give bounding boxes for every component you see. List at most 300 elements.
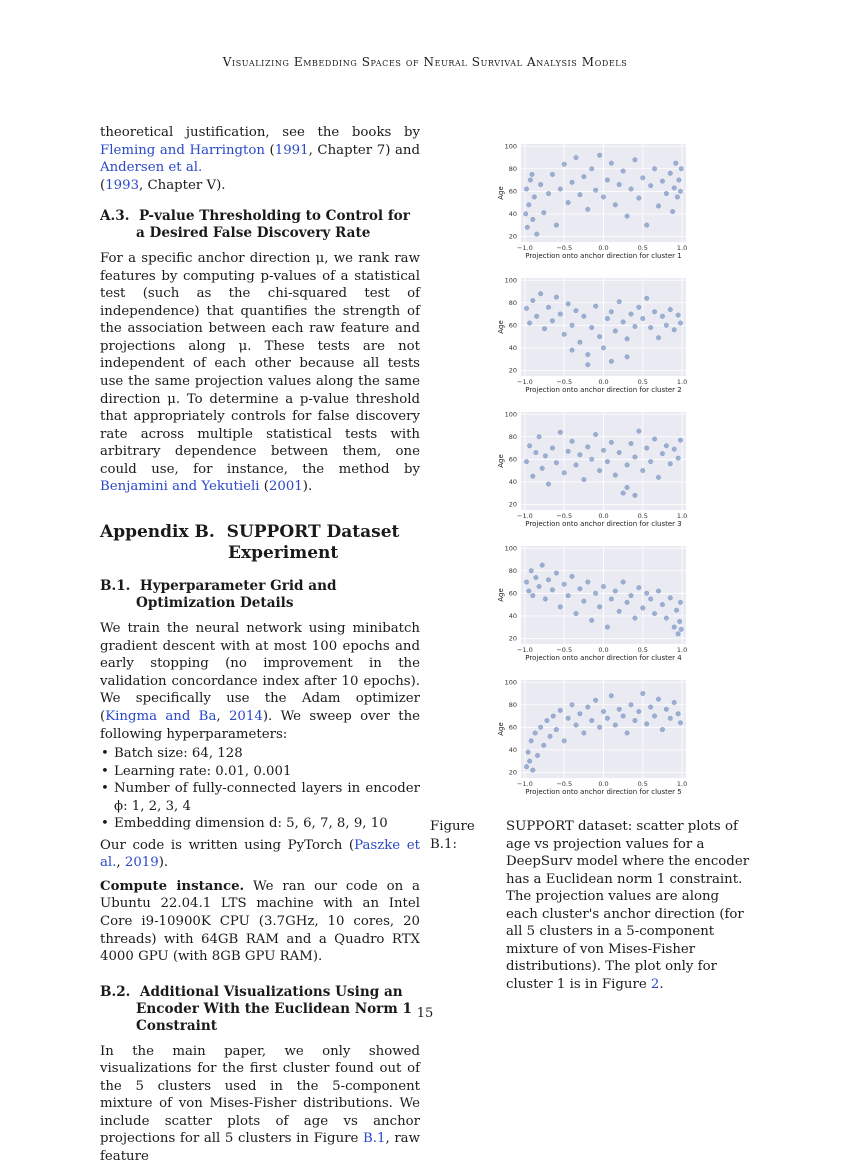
y-axis-label: Age [497, 722, 505, 736]
data-point [524, 306, 529, 311]
data-point [534, 232, 539, 237]
data-point [566, 716, 571, 721]
data-point [640, 468, 645, 473]
data-point [525, 225, 530, 230]
data-point [660, 602, 665, 607]
data-point [529, 568, 534, 573]
data-point [640, 175, 645, 180]
intro-text-post: , Chapter V). [139, 177, 226, 193]
data-point [546, 191, 551, 196]
data-point [621, 714, 626, 719]
data-point [668, 171, 673, 176]
data-point [637, 429, 642, 434]
data-point [601, 195, 606, 200]
x-tick-label: 0.0 [598, 378, 609, 386]
data-point [609, 440, 614, 445]
figure-ref-2[interactable]: 2 [650, 976, 660, 992]
data-point [652, 166, 657, 171]
data-point [546, 482, 551, 487]
data-point [629, 441, 634, 446]
data-point [605, 178, 610, 183]
data-point [637, 305, 642, 310]
y-tick-label: 60 [508, 187, 517, 196]
data-point [530, 474, 535, 479]
scatter-panel-cluster-1 [495, 140, 700, 265]
data-point [676, 456, 681, 461]
y-tick-label: 80 [508, 432, 517, 441]
data-point [629, 593, 634, 598]
x-tick-label: −1.0 [517, 512, 533, 520]
x-tick-label: −0.5 [556, 646, 573, 654]
y-tick-label: 40 [508, 478, 517, 487]
data-point [533, 731, 538, 736]
data-point [524, 580, 529, 585]
data-point [589, 457, 594, 462]
x-tick-label: 0.5 [637, 244, 648, 252]
data-point [621, 491, 626, 496]
data-point [672, 700, 677, 705]
data-point [558, 605, 563, 610]
data-point [554, 223, 559, 228]
list-item: • Learning rate: 0.01, 0.001 [114, 763, 420, 781]
x-axis-label: Projection onto anchor direction for cluster 2 [525, 386, 682, 394]
x-axis-label: Projection onto anchor direction for cluster 5 [525, 788, 682, 796]
b1-paragraph: We train the neural network using minibatch gradient descent with at most 100 epochs and early stopping (no improvement in the validation concordance index after 10 epochs). We specifically use the Adam optimizer (Kingma and Ba, 2014). We sweep over the following hyperparameters: [100, 621, 420, 742]
x-axis-label: Projection onto anchor direction for cluster 4 [525, 654, 682, 662]
data-point [609, 597, 614, 602]
data-point [530, 298, 535, 303]
intro-paragraph [100, 124, 420, 194]
data-point [546, 577, 551, 582]
data-point [605, 625, 610, 630]
data-point [570, 348, 575, 353]
b2-text: In the main paper, we only showed visualizations for the first cluster found out of the 5 clusters used in the 5-component mixture of von Mises-Fisher distributions. We include scatter plots of age vs anchor projections for all 5 clusters in Figure [100, 1043, 420, 1147]
data-point [625, 355, 630, 360]
citation-benjamini-year[interactable]: 2001 [268, 479, 303, 495]
data-point [637, 585, 642, 590]
data-point [629, 312, 634, 317]
data-point [570, 323, 575, 328]
citation-andersen[interactable]: Andersen et al. [100, 160, 203, 176]
data-point [660, 314, 665, 319]
data-point [678, 189, 683, 194]
data-point [656, 589, 661, 594]
x-axis-label: Projection onto anchor direction for cluster 3 [525, 520, 682, 528]
data-point [644, 591, 649, 596]
code-text-post: ). [158, 855, 169, 871]
scatter-plot-2 [495, 274, 700, 406]
data-point [625, 731, 630, 736]
data-point [558, 708, 563, 713]
data-point [668, 716, 673, 721]
x-tick-label: 1.0 [676, 244, 688, 252]
y-axis-label: Age [497, 588, 505, 602]
data-point [672, 447, 677, 452]
x-tick-label: 0.0 [598, 780, 609, 788]
data-point [554, 460, 559, 465]
citation-kingma-ba[interactable]: Kingma and Ba [105, 709, 217, 725]
data-point [609, 309, 614, 314]
data-point [554, 571, 559, 576]
data-point [540, 466, 545, 471]
citation-fleming-year[interactable]: 1991 [274, 142, 309, 158]
data-point [668, 462, 673, 467]
data-point [640, 606, 645, 611]
data-point [578, 587, 583, 592]
citation-andersen-year[interactable]: 1993 [105, 177, 140, 193]
data-point [668, 307, 673, 312]
data-point [589, 325, 594, 330]
page-number: 15 [416, 1006, 434, 1021]
data-point [554, 295, 559, 300]
data-point [625, 214, 630, 219]
y-tick-label: 40 [508, 746, 517, 755]
data-point [550, 446, 555, 451]
data-point [678, 600, 683, 605]
data-point [621, 580, 626, 585]
data-point [530, 172, 535, 177]
data-point [601, 709, 606, 714]
x-tick-label: −1.0 [517, 780, 533, 788]
code-text: Our code is written using PyTorch ( [100, 837, 355, 853]
caption-text-post: . [659, 976, 664, 992]
data-point [524, 764, 529, 769]
y-tick-label: 100 [504, 142, 517, 151]
data-point [523, 212, 528, 217]
data-point [527, 589, 532, 594]
section-heading-a3 [100, 208, 420, 242]
data-point [534, 314, 539, 319]
data-point [526, 750, 531, 755]
data-point [644, 722, 649, 727]
b1-text-post: ). We sweep over the following hyperparameters: [100, 709, 420, 742]
data-point [633, 324, 638, 329]
caption-text: SUPPORT dataset: scatter plots of age vs projection values for a DeepSurv model where the encoder has a Euclidean norm 1 constraint. The projection values are along each cluster's anchor direction (for all 5 clusters in a 5-component mixture of von Mises-Fisher distributions). The plot only for cluster 1 is in Figure [506, 819, 750, 992]
data-point [629, 187, 634, 192]
data-point [609, 359, 614, 364]
data-point [621, 320, 626, 325]
citation-paszke-year[interactable]: 2019 [124, 855, 159, 871]
y-tick-label: 20 [508, 232, 517, 241]
x-tick-label: 0.0 [598, 244, 609, 252]
intro-text-mid: , Chapter 7) and [308, 142, 420, 158]
a3-text: For a specific anchor direction μ, we rank raw features by computing p-values of a statistical test (such as the chi-squared test of independence) that quantifies the strength of the association between each raw feature and projections along μ. These tests are not independent of each other because all tests use the same projection values along the same direction μ. To determine a p-value threshold that appropriately controls for false discovery rate across multiple statistical tests with arbitrary dependence between them, one could use, for instance, the method by [100, 251, 420, 477]
y-tick-label: 60 [508, 455, 517, 464]
compute-text: We ran our code on a Ubuntu 22.04.1 LTS machine with an Intel Core i9-10900K CPU (3.7GHz, 10 cores, 20 threads) with 64GB RAM and a Quadro RTX 4000 GPU (with 8GB GPU RAM). [100, 878, 420, 965]
y-tick-label: 100 [504, 678, 517, 687]
data-point [527, 759, 532, 764]
x-tick-label: −0.5 [556, 378, 573, 386]
y-axis-label: Age [497, 454, 505, 468]
data-point [656, 335, 661, 340]
data-point [664, 707, 669, 712]
data-point [589, 618, 594, 623]
data-point [585, 207, 590, 212]
x-tick-label: 1.0 [676, 780, 688, 788]
data-point [582, 731, 587, 736]
data-point [675, 195, 680, 200]
section-title: Hyperparameter Grid and Optimization Details [136, 578, 337, 612]
data-point [677, 619, 682, 624]
data-point [585, 580, 590, 585]
scatter-plot-3 [495, 408, 700, 540]
y-tick-label: 60 [508, 321, 517, 330]
scatter-panel-cluster-5 [495, 676, 700, 801]
x-tick-label: 0.5 [637, 646, 648, 654]
y-tick-label: 40 [508, 612, 517, 621]
data-point [530, 768, 535, 773]
scatter-panel-cluster-4 [495, 542, 700, 667]
data-point [672, 328, 677, 333]
figure-label: Figure B.1: [430, 819, 475, 852]
data-point [566, 302, 571, 307]
x-tick-label: −0.5 [556, 512, 573, 520]
a3-text-post: ). [302, 479, 313, 495]
data-point [574, 611, 579, 616]
data-point [527, 443, 532, 448]
data-point [625, 337, 630, 342]
x-tick-label: −0.5 [556, 780, 573, 788]
data-point [570, 702, 575, 707]
data-point [605, 716, 610, 721]
data-point [629, 702, 634, 707]
data-point [601, 448, 606, 453]
data-point [545, 718, 550, 723]
data-point [574, 723, 579, 728]
data-point [676, 711, 681, 716]
data-point [605, 459, 610, 464]
citation-fleming-harrington[interactable]: Fleming and Harrington [100, 142, 265, 158]
b2-paragraph [100, 1043, 420, 1166]
data-point [668, 596, 673, 601]
data-point [676, 632, 681, 637]
data-point [617, 182, 622, 187]
data-point [578, 711, 583, 716]
data-point [542, 326, 547, 331]
b2-text-post: , raw feature [100, 1131, 420, 1164]
data-point [613, 723, 618, 728]
y-tick-label: 20 [508, 500, 517, 509]
data-point [535, 753, 540, 758]
figure-ref-b1[interactable]: B.1 [363, 1131, 386, 1147]
x-tick-label: 0.0 [598, 512, 609, 520]
data-point [664, 191, 669, 196]
figure-caption-body [506, 818, 750, 993]
data-point [585, 352, 590, 357]
data-point [670, 209, 675, 214]
data-point [558, 430, 563, 435]
x-tick-label: 1.0 [676, 378, 688, 386]
data-point [678, 321, 683, 326]
data-point [613, 589, 618, 594]
data-point [538, 725, 543, 730]
data-point [540, 563, 545, 568]
code-paragraph: Our code is written using PyTorch (Paszke et al., 2019). [100, 837, 420, 871]
data-point [652, 309, 657, 314]
compute-label: Compute instance. [100, 878, 245, 894]
x-tick-label: 1.0 [676, 646, 688, 654]
data-point [617, 609, 622, 614]
data-point [550, 172, 555, 177]
data-point [625, 485, 630, 490]
compute-paragraph [100, 878, 420, 966]
data-point [566, 593, 571, 598]
data-point [562, 471, 567, 476]
data-point [644, 446, 649, 451]
section-title: Additional Visualizations Using an Encoder With the Euclidean Norm 1 Constraint [136, 983, 412, 1034]
data-point [534, 450, 539, 455]
data-point [551, 714, 556, 719]
data-point [527, 321, 532, 326]
data-point [617, 450, 622, 455]
y-tick-label: 80 [508, 164, 517, 173]
data-point [676, 313, 681, 318]
section-heading-b1 [100, 578, 420, 612]
x-tick-label: 0.5 [637, 780, 648, 788]
intro-text: theoretical justification, see the books by [100, 125, 420, 140]
data-point [529, 739, 534, 744]
data-point [656, 475, 661, 480]
data-point [640, 691, 645, 696]
data-point [617, 299, 622, 304]
appendix-label: Appendix B. [100, 521, 215, 542]
y-tick-label: 40 [508, 344, 517, 353]
data-point [656, 204, 661, 209]
x-tick-label: 0.5 [637, 378, 648, 386]
data-point [597, 725, 602, 730]
data-point [558, 187, 563, 192]
data-point [648, 459, 653, 464]
data-point [562, 162, 567, 167]
data-point [613, 473, 618, 478]
x-tick-label: −1.0 [517, 378, 533, 386]
data-point [678, 438, 683, 443]
data-point [648, 597, 653, 602]
citation-paszke[interactable]: Paszke et al. [100, 837, 420, 871]
data-point [562, 582, 567, 587]
data-point [633, 493, 638, 498]
section-number: B.1. [100, 578, 131, 595]
x-tick-label: −1.0 [517, 646, 533, 654]
data-point [570, 180, 575, 185]
data-point [652, 611, 657, 616]
data-point [585, 705, 590, 710]
data-point [613, 203, 618, 208]
data-point [644, 223, 649, 228]
data-point [582, 599, 587, 604]
data-point [550, 588, 555, 593]
data-point [537, 434, 542, 439]
data-point [677, 178, 682, 183]
data-point [648, 705, 653, 710]
y-tick-label: 100 [504, 410, 517, 419]
data-point [633, 616, 638, 621]
data-point [538, 182, 543, 187]
data-point [660, 451, 665, 456]
x-tick-label: 0.0 [598, 646, 609, 654]
data-point [648, 325, 653, 330]
citation-benjamini-yekutieli[interactable]: Benjamini and Yekutieli [100, 479, 260, 495]
data-point [625, 600, 630, 605]
data-point [593, 698, 598, 703]
data-point [582, 314, 587, 319]
data-point [621, 169, 626, 174]
data-point [570, 574, 575, 579]
y-tick-label: 100 [504, 276, 517, 285]
data-point [678, 721, 683, 726]
data-point [679, 627, 684, 632]
data-point [582, 174, 587, 179]
section-title: P-value Thresholding to Control for a Desired False Discovery Rate [136, 208, 410, 242]
data-point [532, 195, 537, 200]
data-point [601, 584, 606, 589]
list-item: • Batch size: 64, 128 [114, 745, 420, 763]
data-point [672, 625, 677, 630]
data-point [640, 316, 645, 321]
y-tick-label: 80 [508, 700, 517, 709]
data-point [550, 319, 555, 324]
a3-paragraph: For a specific anchor direction μ, we rank raw features by computing p-values of a statistical test (such as the chi-squared test of independence) that quantifies the strength of the association between each raw feature and projections along μ. These tests are not independent of each other because all tests use the same projection values along the same direction μ. To determine a p-value threshold that appropriately controls for false discovery rate across multiple statistical tests with arbitrary dependence between them, one could use, for instance, the method by Benjamini and Yekutieli (2001). [100, 251, 420, 495]
data-point [664, 323, 669, 328]
data-point [597, 468, 602, 473]
list-item: • Embedding dimension d: 5, 6, 7, 8, 9, 10 [114, 815, 420, 833]
y-tick-label: 60 [508, 589, 517, 598]
data-point [593, 188, 598, 193]
x-tick-label: 1.0 [676, 512, 688, 520]
data-point [574, 155, 579, 160]
appendix-b-heading [100, 522, 420, 565]
data-point [524, 187, 529, 192]
data-point [548, 734, 553, 739]
data-point [597, 153, 602, 158]
y-tick-label: 20 [508, 366, 517, 375]
data-point [644, 296, 649, 301]
data-point [593, 432, 598, 437]
data-point [530, 593, 535, 598]
data-point [589, 166, 594, 171]
appendix-title-line1: SUPPORT Dataset [226, 521, 400, 542]
scatter-panel-cluster-2 [495, 274, 700, 399]
data-point [589, 718, 594, 723]
intro-paren-2: ( [100, 177, 106, 193]
data-point [593, 591, 598, 596]
data-point [633, 718, 638, 723]
data-point [541, 743, 546, 748]
data-point [541, 210, 546, 215]
y-tick-label: 80 [508, 566, 517, 575]
y-tick-label: 80 [508, 298, 517, 307]
y-tick-label: 20 [508, 634, 517, 643]
data-point [609, 693, 614, 698]
section-number: A.3. [100, 208, 130, 225]
data-point [593, 304, 598, 309]
citation-kingma-year[interactable]: 2014 [228, 709, 263, 725]
data-point [566, 449, 571, 454]
data-point [656, 697, 661, 702]
appendix-title-line2: Experiment [228, 543, 339, 564]
data-point [652, 437, 657, 442]
data-point [562, 332, 567, 337]
section-number: B.2. [100, 983, 131, 1000]
data-point [570, 439, 575, 444]
data-point [530, 217, 535, 222]
data-point [524, 459, 529, 464]
data-point [613, 329, 618, 334]
data-point [601, 346, 606, 351]
hyperparameter-list [100, 745, 420, 833]
data-point [527, 203, 532, 208]
data-point [617, 707, 622, 712]
